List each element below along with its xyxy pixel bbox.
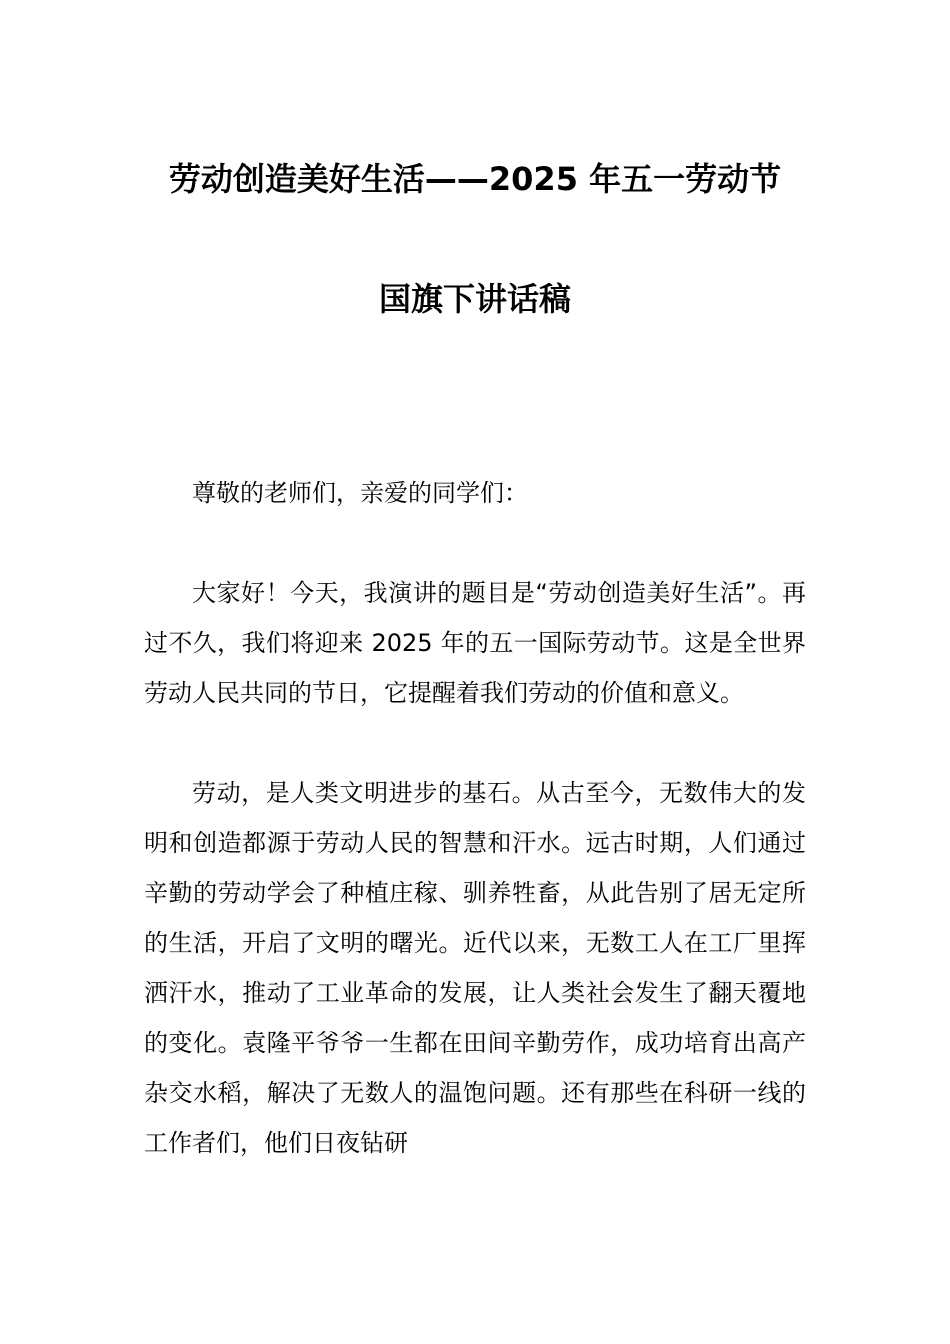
document-title-line-2: 国旗下讲话稿	[378, 280, 571, 318]
labor-history-paragraph: 劳动，是人类文明进步的基石。从古至今，无数伟大的发明和创造都源于劳动人民的智慧和汗水。远古时期，人们通过辛勤的劳动学会了种植庄稼、驯养牲畜，从此告别了居无定所的生活，开启了文明的曙光。近代以来，无数工人在工厂里挥洒汗水，推动了工业革命的发展，让人类社会发生了翻天覆地的变化。袁隆平爷爷一生都在田间辛勤劳作，成功培育出高产杂交水稻，解决了无数人的温饱问题。还有那些在科研一线的工作者们，他们日夜钻研	[144, 779, 806, 1157]
document-body	[144, 468, 806, 1168]
paragraph-gap	[144, 718, 806, 768]
paragraph-gap	[144, 518, 806, 568]
greeting-paragraph: 尊敬的老师们，亲爱的同学们：	[192, 479, 528, 507]
intro-paragraph: 大家好！今天，我演讲的题目是“劳动创造美好生活”。再过不久，我们将迎来 2025 年的五一国际劳动节。这是全世界劳动人民共同的节日，它提醒着我们劳动的价值和意义。	[144, 579, 806, 707]
document-title-line-1: 劳动创造美好生活——2025 年五一劳动节	[168, 160, 782, 198]
